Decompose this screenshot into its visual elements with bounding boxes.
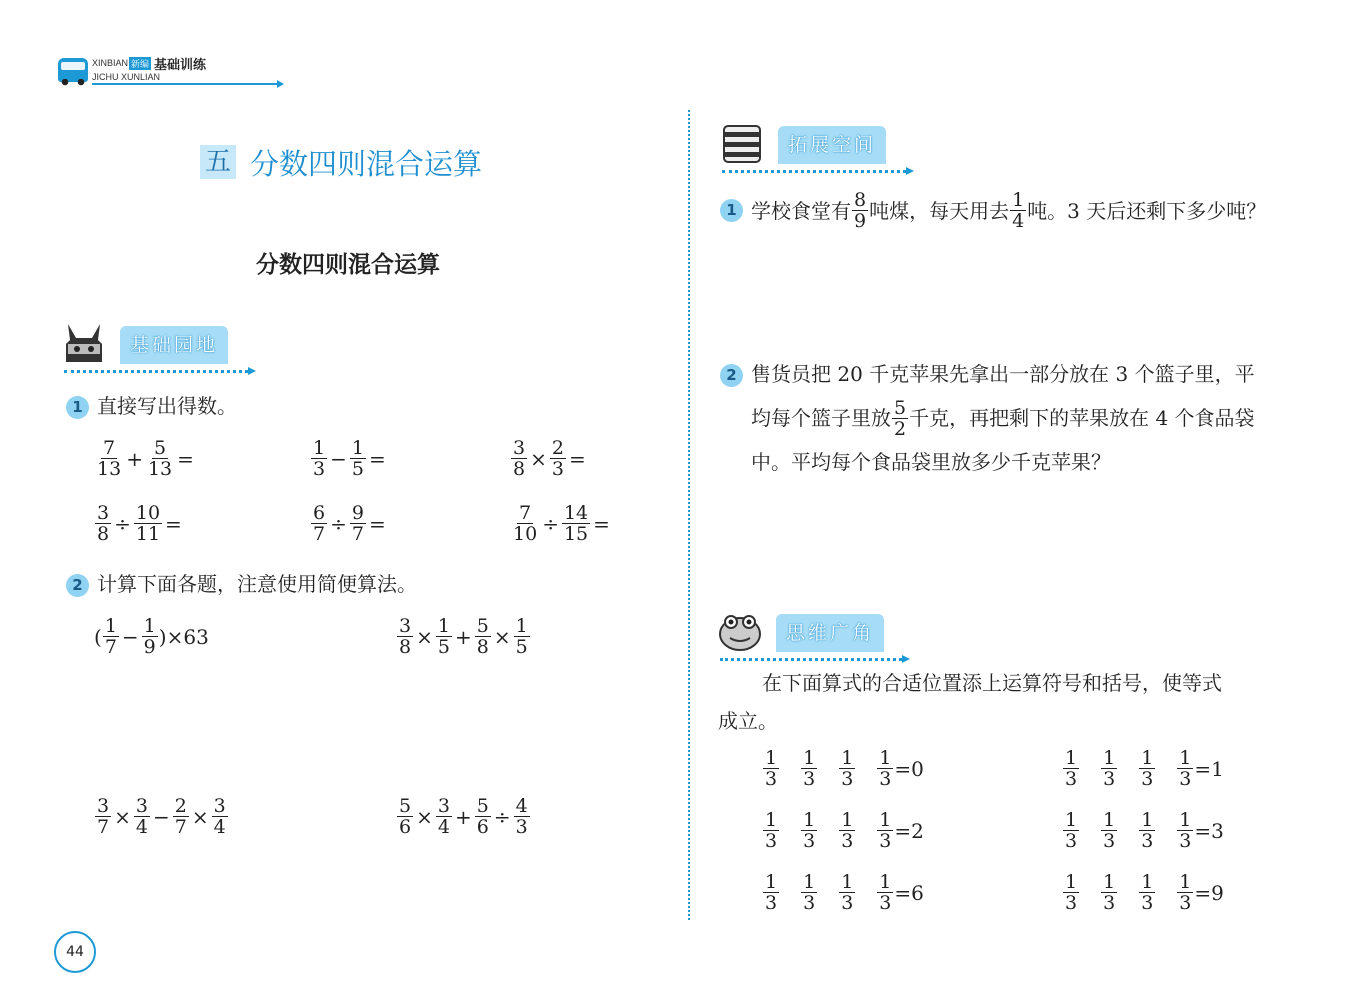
thinking-instruction: 在下面算式的合适位置添上运算符号和括号，使等式 成立。	[718, 671, 1222, 733]
question-number: 1	[720, 199, 743, 222]
exercise-1: 7 13 + $\frac{5}{13}$ =	[97, 437, 194, 480]
puzzle-3: 1 3 1 3 1 3 $\frac{1}{3}$ = 2	[765, 809, 924, 852]
dotted-arrow	[722, 170, 906, 173]
question-text: 计算下面各题，注意使用简便算法。	[97, 572, 417, 596]
lesson-title: 分数四则混合运算	[256, 252, 440, 278]
logo-tag: 新编	[129, 57, 151, 70]
exercise-5: $\frac{6}{7}$ ÷ $\frac{9}{7}$ =	[313, 502, 386, 545]
unit-number: 五	[200, 145, 236, 179]
logo-pinyin-1: XINBIAN	[92, 58, 129, 68]
puzzle-1: 1 3 1 3 1 3 $\frac{1}{3}$ = 0	[765, 747, 924, 790]
expand-question-1: 1 学校食堂有 8 9 吨煤，每天用去 1 4 吨。3 天后还剩下多少吨？	[720, 190, 1266, 231]
arrow-decoration	[92, 83, 278, 85]
question-text: 直接写出得数。	[97, 394, 237, 418]
exercise-4: $\frac{3}{8}$ ÷ $\frac{10}{11}$ =	[97, 502, 182, 545]
puzzle-5: 1 3 1 3 1 3 $\frac{1}{3}$ = 6	[765, 871, 924, 914]
section-header-expand	[720, 120, 910, 176]
exercise-2: 1 3 − $\frac{1}{5}$ =	[313, 437, 386, 480]
basic-question-2	[66, 570, 417, 598]
puzzle-6: 1 3 1 3 1 3 $\frac{1}{3}$ = 9	[1065, 871, 1224, 914]
calc-2: $\frac{3}{8}$ × $\frac{1}{5}$ + $\frac{5}{8}$ × $\frac{1}{5}$	[399, 615, 528, 658]
expand-question-2: 2 售货员把 20 千克苹果先拿出一部分放在 3 个篮子里，平 均每个篮子里放 5 2 千克，再把剩下的苹果放在 4 个食品袋 中。平均每个食品袋里放多少千克苹果？	[720, 352, 1330, 484]
logo-pinyin-2: JICHU XUNLIAN	[92, 72, 161, 82]
logo-name: 基础训练	[154, 58, 207, 73]
unit-title	[200, 142, 482, 182]
calc-3: $\frac{3}{7}$ × $\frac{3}{4}$ − $\frac{2}{7}$ × $\frac{3}{4}$	[97, 795, 226, 838]
section-label-thinking: 思维广角	[776, 614, 884, 652]
unit-title-text: 分数四则混合运算	[250, 146, 483, 181]
question-number: 2	[66, 574, 89, 597]
puzzle-4: 1 3 1 3 1 3 $\frac{1}{3}$ = 3	[1065, 809, 1224, 852]
section-header-thinking	[718, 608, 906, 664]
exercise-3: $\frac{3}{8}$ × $\frac{2}{3}$ =	[513, 437, 586, 480]
zebra-mascot-icon	[720, 122, 764, 164]
bus-icon	[58, 58, 88, 82]
page-number: 44	[54, 931, 96, 973]
section-label-basic: 基础园地	[120, 326, 228, 364]
section-header-basic	[62, 320, 252, 376]
series-logo	[58, 54, 238, 88]
section-label-expand: 拓展空间	[778, 126, 886, 164]
page-divider	[688, 110, 690, 920]
puzzle-2: 1 3 1 3 1 3 $\frac{1}{3}$ = 1	[1065, 747, 1224, 790]
basic-question-1	[66, 392, 237, 420]
dotted-arrow	[64, 370, 248, 373]
calc-1: ( 1 7 − $\frac{1}{9}$ ) × 63	[94, 615, 209, 658]
rabbit-mascot-icon	[62, 322, 106, 364]
question-number: 2	[720, 364, 743, 387]
frog-mascot-icon	[718, 610, 762, 652]
exercise-6: $\frac{7}{10}$ ÷ $\frac{14}{15}$ =	[513, 502, 610, 545]
question-number: 1	[66, 396, 89, 419]
dotted-arrow	[720, 658, 902, 661]
calc-4: $\frac{5}{6}$ × $\frac{3}{4}$ + $\frac{5}{6}$ ÷ $\frac{4}{3}$	[399, 795, 528, 838]
